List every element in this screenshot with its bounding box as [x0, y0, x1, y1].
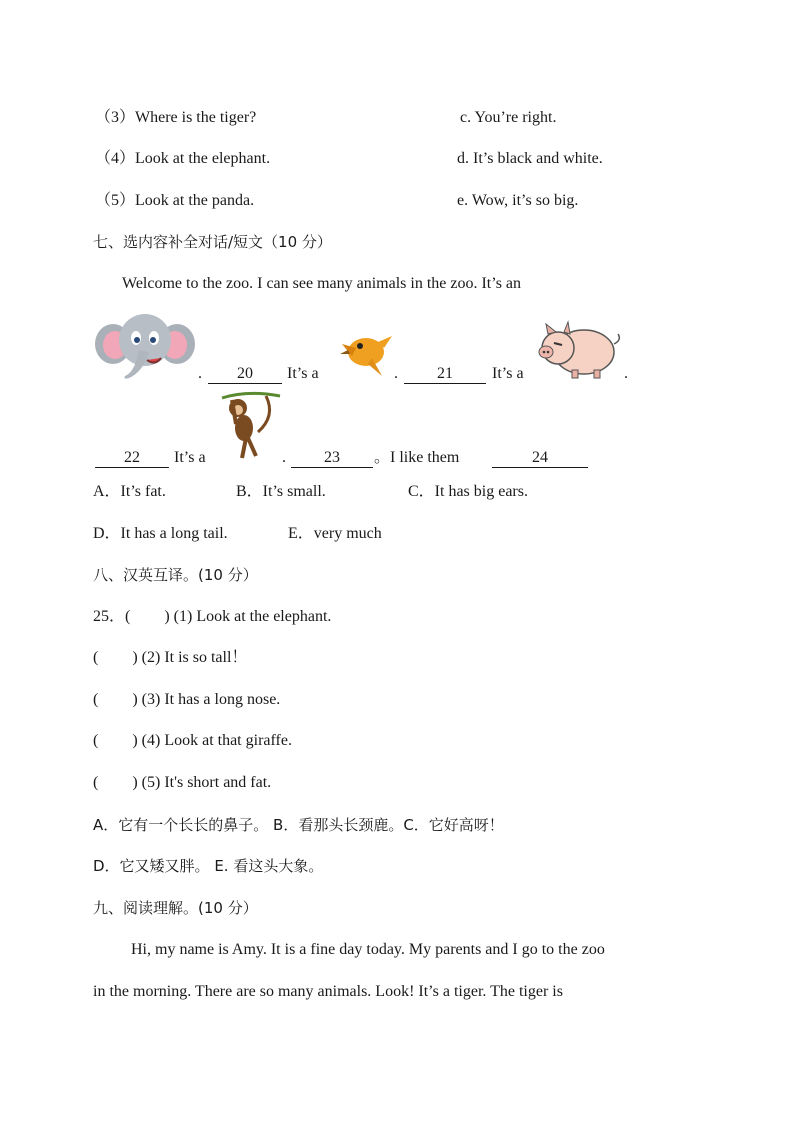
blank-22[interactable]	[95, 448, 169, 468]
answer-bracket-1[interactable]: ( )	[125, 608, 170, 625]
pig-icon	[536, 318, 622, 380]
blank-23-number: 23	[291, 449, 373, 468]
blank-20-number: 20	[208, 365, 282, 384]
question-number: 25．	[93, 608, 126, 625]
bird-icon	[338, 328, 394, 378]
its-a-3: It’s a	[174, 449, 206, 466]
answer-bracket-4[interactable]: ( )	[93, 732, 138, 749]
blank-24[interactable]	[492, 448, 588, 468]
section7-intro: Welcome to the zoo. I can see many animals in the zoo. It’s an	[122, 275, 522, 292]
translation-item-2	[93, 648, 247, 668]
dot-2: .	[394, 365, 398, 382]
translation-item-5	[93, 773, 271, 793]
blank-20[interactable]	[208, 364, 282, 384]
blank-24-number: 24	[492, 449, 588, 468]
dot-3: .	[624, 365, 628, 382]
elephant-icon	[95, 310, 195, 382]
section8-options-2: D．它又矮又胖。 E. 看这头大象。	[93, 857, 324, 875]
option-d: D．It has a long tail.	[93, 525, 228, 542]
section8-heading: 八、汉英互译。(10 分）	[93, 566, 258, 584]
section7-heading: 七、选内容补全对话/短文（10 分）	[93, 233, 332, 251]
blank-21-number: 21	[404, 365, 486, 384]
its-a-1: It’s a	[287, 365, 319, 382]
match-left-3: （3）Where is the tiger?	[95, 109, 257, 126]
item-text-4: (4) Look at that giraffe.	[137, 732, 292, 749]
translation-item-1	[93, 607, 331, 627]
reading-line-2: in the morning. There are so many animals. Look! It’s a tiger. The tiger is	[93, 983, 563, 1000]
option-a: A．It’s fat.	[93, 483, 166, 500]
item-text-3: (3) It has a long nose.	[137, 691, 281, 708]
item-text-5: (5) It's short and fat.	[137, 774, 272, 791]
match-left-4: （4）Look at the elephant.	[95, 150, 271, 167]
its-a-2: It’s a	[492, 365, 524, 382]
blank-21[interactable]	[404, 364, 486, 384]
answer-bracket-3[interactable]: ( )	[93, 691, 138, 708]
answer-bracket-2[interactable]: ( )	[93, 649, 138, 666]
match-right-c: c. You’re right.	[460, 109, 557, 126]
match-right-d: d. It’s black and white.	[457, 150, 603, 167]
item-text-2: (2) It is so tall！	[137, 649, 248, 666]
option-c: C．It has big ears.	[408, 483, 528, 500]
monkey-icon	[218, 388, 282, 462]
dot-4: .	[282, 449, 286, 466]
answer-bracket-5[interactable]: ( )	[93, 774, 138, 791]
blank-23[interactable]	[291, 448, 373, 468]
section9-heading: 九、阅读理解。(10 分）	[93, 899, 258, 917]
option-b: B．It’s small.	[236, 483, 326, 500]
translation-item-3	[93, 690, 280, 710]
match-left-5: （5）Look at the panda.	[95, 192, 255, 209]
translation-item-4	[93, 731, 292, 751]
match-right-e: e. Wow, it’s so big.	[457, 192, 579, 209]
i-like-them: 。I like them	[374, 449, 460, 466]
item-text-1: (1) Look at the elephant.	[169, 608, 332, 625]
blank-22-number: 22	[95, 449, 169, 468]
option-e: E．very much	[288, 525, 382, 542]
reading-line-1: Hi, my name is Amy. It is a fine day today. My parents and I go to the zoo	[131, 941, 605, 958]
dot-1: .	[198, 365, 202, 382]
section8-options-1: A．它有一个长长的鼻子。 B．看那头长颈鹿。C．它好高呀！	[93, 816, 504, 834]
